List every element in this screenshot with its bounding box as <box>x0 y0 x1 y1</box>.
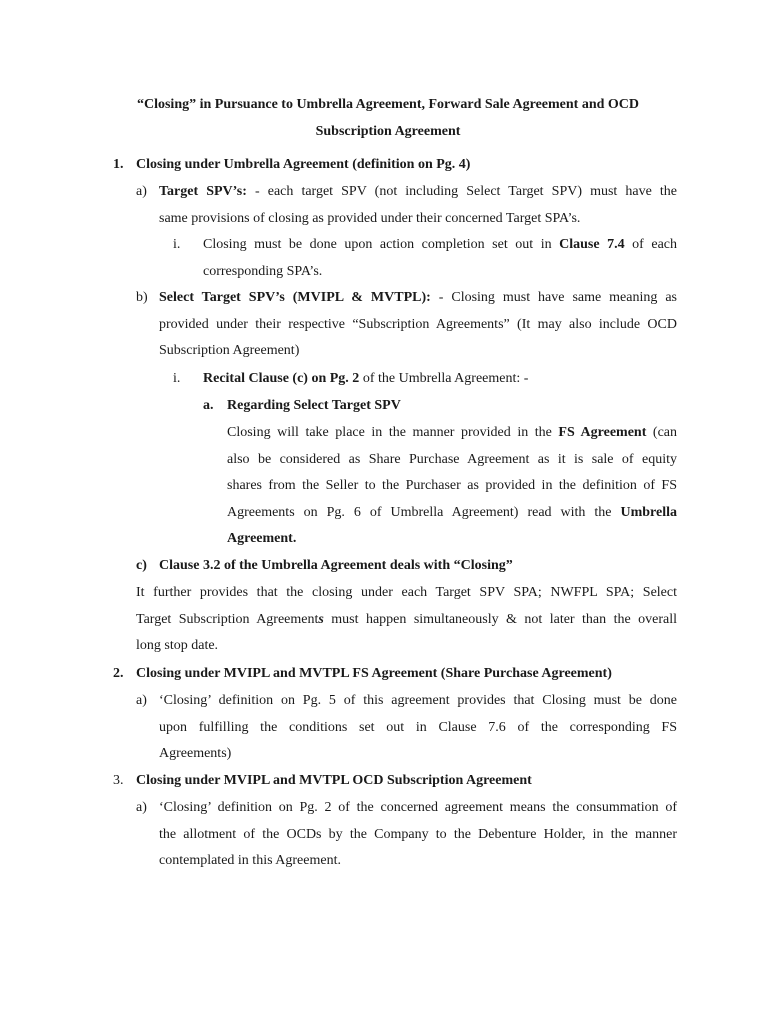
s1-b-sub-a-paragraph <box>227 420 677 553</box>
s1-a-paragraph <box>159 179 677 232</box>
s1-c-line-1: It further provides that the closing under each Target SPV SPA; NWFPL SPA; Select <box>136 585 677 600</box>
s1-b-sub-a-line-1: Closing will take place in the manner provided in the FS Agreement (can <box>227 425 677 440</box>
s1-b-sub-a-heading: Regarding Select Target SPV <box>227 398 401 413</box>
s1-c-marker: c) <box>136 558 147 573</box>
s1-c-line-2: Target Subscription Agreements must happen simultaneously & not later than the overall <box>136 611 677 627</box>
section-3-heading: Closing under MVIPL and MVTPL OCD Subscription Agreement <box>136 773 532 788</box>
s1-b-line-3: Subscription Agreement) <box>159 343 300 358</box>
s1-a-i-marker: i. <box>173 237 181 252</box>
s1-b-label: Select Target SPV’s (MVIPL & MVTPL): <box>159 290 431 305</box>
s1-b-sub-a-line-4: Agreements on Pg. 6 of Umbrella Agreement) read with the Umbrella <box>227 504 677 520</box>
section-2-heading: Closing under MVIPL and MVTPL FS Agreement (Share Purchase Agreement) <box>136 666 612 681</box>
s1-b-line-2: provided under their respective “Subscription Agreements” (It may also include OCD <box>159 316 677 332</box>
s1-b-i-line: Recital Clause (c) on Pg. 2 of the Umbrella Agreement: - <box>203 371 529 386</box>
s2-a-paragraph <box>159 688 677 768</box>
s1-b-sub-a-line-3: shares from the Seller to the Purchaser as provided in the definition of FS <box>227 478 677 493</box>
s2-a-marker: a) <box>136 693 147 708</box>
s1-b-line-1: Select Target SPV’s (MVIPL & MVTPL): - Closing must have same meaning as <box>159 290 677 305</box>
s1-a-i-paragraph <box>203 232 677 285</box>
s1-a-line-1: Target SPV’s: - each target SPV (not including Select Target SPV) must have the <box>159 184 677 199</box>
s2-a-line-1: ‘Closing’ definition on Pg. 5 of this agreement provides that Closing must be done <box>159 693 677 708</box>
s1-a-i-line-1: Closing must be done upon action completion set out in Clause 7.4 of each <box>203 237 678 252</box>
s3-a-line-2: the allotment of the OCDs by the Company to the Debenture Holder, in the manner <box>159 826 677 842</box>
section-2-number: 2. <box>113 666 124 681</box>
section-1-heading: Closing under Umbrella Agreement (definition on Pg. 4) <box>136 157 471 172</box>
s1-b-marker: b) <box>136 290 148 305</box>
s1-c-paragraph <box>136 580 677 660</box>
s1-b-i-marker: i. <box>173 371 181 386</box>
s1-b-sub-a-marker: a. <box>203 398 214 413</box>
document-title <box>100 92 676 145</box>
s1-a-i-line-2: corresponding SPA’s. <box>203 263 323 279</box>
s3-a-paragraph <box>159 795 677 875</box>
s2-a-line-2: upon fulfilling the conditions set out in Clause 7.6 of the corresponding FS <box>159 719 677 735</box>
s3-a-marker: a) <box>136 800 147 815</box>
s1-b-sub-a-line-5: Agreement. <box>227 531 297 546</box>
s1-a-marker: a) <box>136 184 147 199</box>
s1-a-label: Target SPV’s: <box>159 184 247 199</box>
s3-a-line-3: contemplated in this Agreement. <box>159 853 341 868</box>
section-3-number: 3. <box>113 773 124 788</box>
title-line-1: “Closing” in Pursuance to Umbrella Agreement, Forward Sale Agreement and OCD <box>136 97 640 112</box>
s3-a-line-1: ‘Closing’ definition on Pg. 2 of the concerned agreement means the consummation of <box>159 800 677 815</box>
s1-b-sub-a-line-2: also be considered as Share Purchase Agreement as it is sale of equity <box>227 451 677 467</box>
s1-b-paragraph <box>159 285 677 365</box>
s1-c-heading: Clause 3.2 of the Umbrella Agreement deals with “Closing” <box>159 558 513 573</box>
title-line-2: Subscription Agreement <box>315 123 461 139</box>
s1-c-line-3: long stop date. <box>136 638 219 653</box>
section-1-number: 1. <box>113 157 124 172</box>
s1-a-line-2: same provisions of closing as provided under their concerned Target SPA’s. <box>159 210 581 226</box>
s2-a-line-3: Agreements) <box>159 746 232 761</box>
